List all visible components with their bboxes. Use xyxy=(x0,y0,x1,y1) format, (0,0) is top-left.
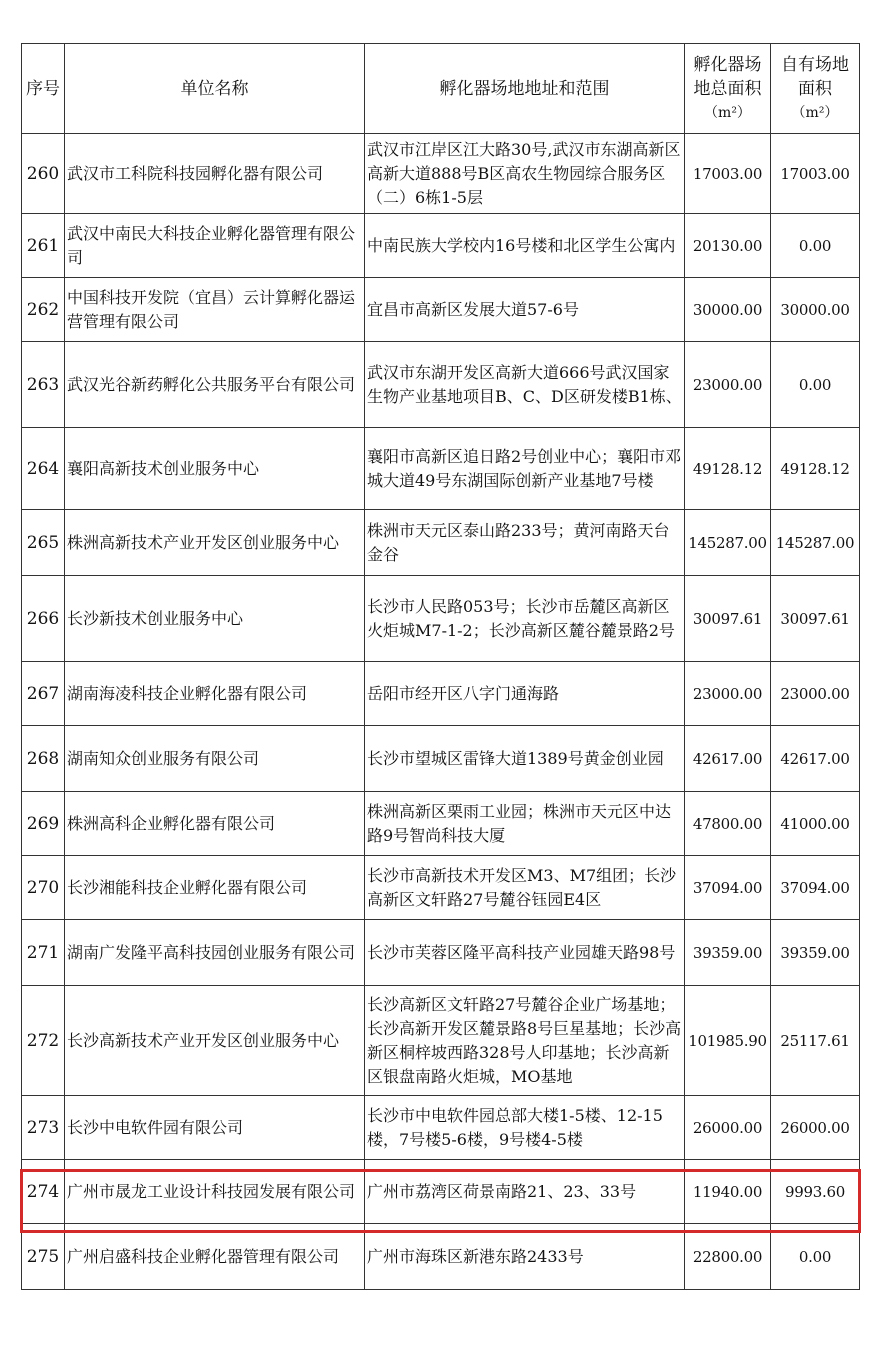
row-name: 广州市晟龙工业设计科技园发展有限公司 xyxy=(65,1160,365,1224)
row-name: 长沙高新技术产业开发区创业服务中心 xyxy=(65,986,365,1096)
table-row xyxy=(22,214,860,278)
row-no: 266 xyxy=(22,576,65,662)
row-own-area: 30000.00 xyxy=(771,278,860,342)
row-name: 长沙湘能科技企业孵化器有限公司 xyxy=(65,856,365,920)
row-no: 267 xyxy=(22,662,65,726)
row-no: 275 xyxy=(22,1224,65,1290)
table-row xyxy=(22,1224,860,1290)
row-total-area: 49128.12 xyxy=(685,428,771,510)
header-own-line2: 面积 xyxy=(798,78,832,99)
header-own-unit: （m²） xyxy=(791,104,839,121)
row-no: 260 xyxy=(22,134,65,214)
row-own-area: 23000.00 xyxy=(771,662,860,726)
row-address: 武汉市江岸区江大路30号,武汉市东湖高新区高新大道888号B区高农生物园综合服务区（二）6栋1-5层 xyxy=(365,134,685,214)
row-no: 262 xyxy=(22,278,65,342)
row-name: 武汉光谷新药孵化公共服务平台有限公司 xyxy=(65,342,365,428)
table-row xyxy=(22,278,860,342)
row-total-area: 11940.00 xyxy=(685,1160,771,1224)
row-total-area: 23000.00 xyxy=(685,662,771,726)
table-header-row xyxy=(22,44,860,134)
row-no: 273 xyxy=(22,1096,65,1160)
row-no: 274 xyxy=(22,1160,65,1224)
row-own-area: 30097.61 xyxy=(771,576,860,662)
table-row-highlighted xyxy=(22,1160,860,1224)
row-own-area: 26000.00 xyxy=(771,1096,860,1160)
row-own-area: 41000.00 xyxy=(771,792,860,856)
row-own-area: 0.00 xyxy=(771,342,860,428)
row-address: 广州市海珠区新港东路2433号 xyxy=(365,1224,685,1290)
table-row xyxy=(22,856,860,920)
header-total-unit: （m²） xyxy=(704,104,751,121)
row-name: 湖南广发隆平高科技园创业服务有限公司 xyxy=(65,920,365,986)
row-total-area: 17003.00 xyxy=(685,134,771,214)
table-row xyxy=(22,510,860,576)
row-address: 株洲市天元区泰山路233号；黄河南路天台金谷 xyxy=(365,510,685,576)
row-own-area: 39359.00 xyxy=(771,920,860,986)
row-total-area: 30097.61 xyxy=(685,576,771,662)
row-no: 263 xyxy=(22,342,65,428)
row-name: 株洲高新技术产业开发区创业服务中心 xyxy=(65,510,365,576)
row-name: 武汉市工科院科技园孵化器有限公司 xyxy=(65,134,365,214)
row-no: 265 xyxy=(22,510,65,576)
row-address: 广州市荔湾区荷景南路21、23、33号 xyxy=(365,1160,685,1224)
table-row xyxy=(22,576,860,662)
row-total-area: 37094.00 xyxy=(685,856,771,920)
table-row xyxy=(22,792,860,856)
row-total-area: 30000.00 xyxy=(685,278,771,342)
table-row xyxy=(22,986,860,1096)
row-address: 襄阳市高新区追日路2号创业中心；襄阳市邓城大道49号东湖国际创新产业基地7号楼 xyxy=(365,428,685,510)
row-address: 长沙市芙蓉区隆平高科技产业园雄天路98号 xyxy=(365,920,685,986)
row-address: 株洲高新区栗雨工业园；株洲市天元区中达路9号智尚科技大厦 xyxy=(365,792,685,856)
row-own-area: 9993.60 xyxy=(771,1160,860,1224)
row-total-area: 39359.00 xyxy=(685,920,771,986)
row-name: 湖南知众创业服务有限公司 xyxy=(65,726,365,792)
row-address: 岳阳市经开区八字门通海路 xyxy=(365,662,685,726)
header-no: 序号 xyxy=(22,44,65,134)
incubator-table xyxy=(21,43,860,1290)
row-own-area: 0.00 xyxy=(771,214,860,278)
row-no: 261 xyxy=(22,214,65,278)
row-address: 宜昌市高新区发展大道57-6号 xyxy=(365,278,685,342)
row-no: 268 xyxy=(22,726,65,792)
header-address: 孵化器场地地址和范围 xyxy=(365,44,685,134)
row-total-area: 101985.90 xyxy=(685,986,771,1096)
table-row xyxy=(22,726,860,792)
row-total-area: 47800.00 xyxy=(685,792,771,856)
row-address: 长沙市高新技术开发区M3、M7组团；长沙高新区文轩路27号麓谷钰园E4区 xyxy=(365,856,685,920)
table-row xyxy=(22,920,860,986)
row-no: 270 xyxy=(22,856,65,920)
row-no: 269 xyxy=(22,792,65,856)
header-name: 单位名称 xyxy=(65,44,365,134)
row-own-area: 17003.00 xyxy=(771,134,860,214)
row-total-area: 22800.00 xyxy=(685,1224,771,1290)
row-total-area: 20130.00 xyxy=(685,214,771,278)
header-own-line1: 自有场地 xyxy=(781,54,849,75)
row-own-area: 25117.61 xyxy=(771,986,860,1096)
row-no: 272 xyxy=(22,986,65,1096)
row-name: 长沙中电软件园有限公司 xyxy=(65,1096,365,1160)
row-address: 武汉市东湖开发区高新大道666号武汉国家生物产业基地项目B、C、D区研发楼B1栋、 xyxy=(365,342,685,428)
table-row xyxy=(22,662,860,726)
row-name: 中国科技开发院（宜昌）云计算孵化器运营管理有限公司 xyxy=(65,278,365,342)
row-address: 长沙市望城区雷锋大道1389号黄金创业园 xyxy=(365,726,685,792)
row-total-area: 42617.00 xyxy=(685,726,771,792)
header-own-area xyxy=(771,44,860,134)
row-name: 湖南海凌科技企业孵化器有限公司 xyxy=(65,662,365,726)
row-address: 长沙市中电软件园总部大楼1-5楼、12-15楼，7号楼5-6楼，9号楼4-5楼 xyxy=(365,1096,685,1160)
row-name: 武汉中南民大科技企业孵化器管理有限公司 xyxy=(65,214,365,278)
table-row xyxy=(22,134,860,214)
table-row xyxy=(22,1096,860,1160)
row-name: 广州启盛科技企业孵化器管理有限公司 xyxy=(65,1224,365,1290)
row-address: 长沙市人民路053号；长沙市岳麓区高新区火炬城M7-1-2；长沙高新区麓谷麓景路2号 xyxy=(365,576,685,662)
row-name: 长沙新技术创业服务中心 xyxy=(65,576,365,662)
row-address: 长沙高新区文轩路27号麓谷企业广场基地；长沙高新开发区麓景路8号巨星基地；长沙高新区桐梓坡西路328号人印基地；长沙高新区银盘南路火炬城，MO基地 xyxy=(365,986,685,1096)
header-total-line1: 孵化器场 xyxy=(693,54,762,75)
row-name: 株洲高科企业孵化器有限公司 xyxy=(65,792,365,856)
row-no: 271 xyxy=(22,920,65,986)
header-total-area xyxy=(685,44,771,134)
row-total-area: 145287.00 xyxy=(685,510,771,576)
row-total-area: 23000.00 xyxy=(685,342,771,428)
table-row xyxy=(22,428,860,510)
row-no: 264 xyxy=(22,428,65,510)
row-name: 襄阳高新技术创业服务中心 xyxy=(65,428,365,510)
row-own-area: 0.00 xyxy=(771,1224,860,1290)
row-total-area: 26000.00 xyxy=(685,1096,771,1160)
row-own-area: 37094.00 xyxy=(771,856,860,920)
header-total-line2: 地总面积 xyxy=(693,78,762,99)
row-own-area: 42617.00 xyxy=(771,726,860,792)
row-own-area: 145287.00 xyxy=(771,510,860,576)
row-own-area: 49128.12 xyxy=(771,428,860,510)
table-row xyxy=(22,342,860,428)
row-address: 中南民族大学校内16号楼和北区学生公寓内 xyxy=(365,214,685,278)
